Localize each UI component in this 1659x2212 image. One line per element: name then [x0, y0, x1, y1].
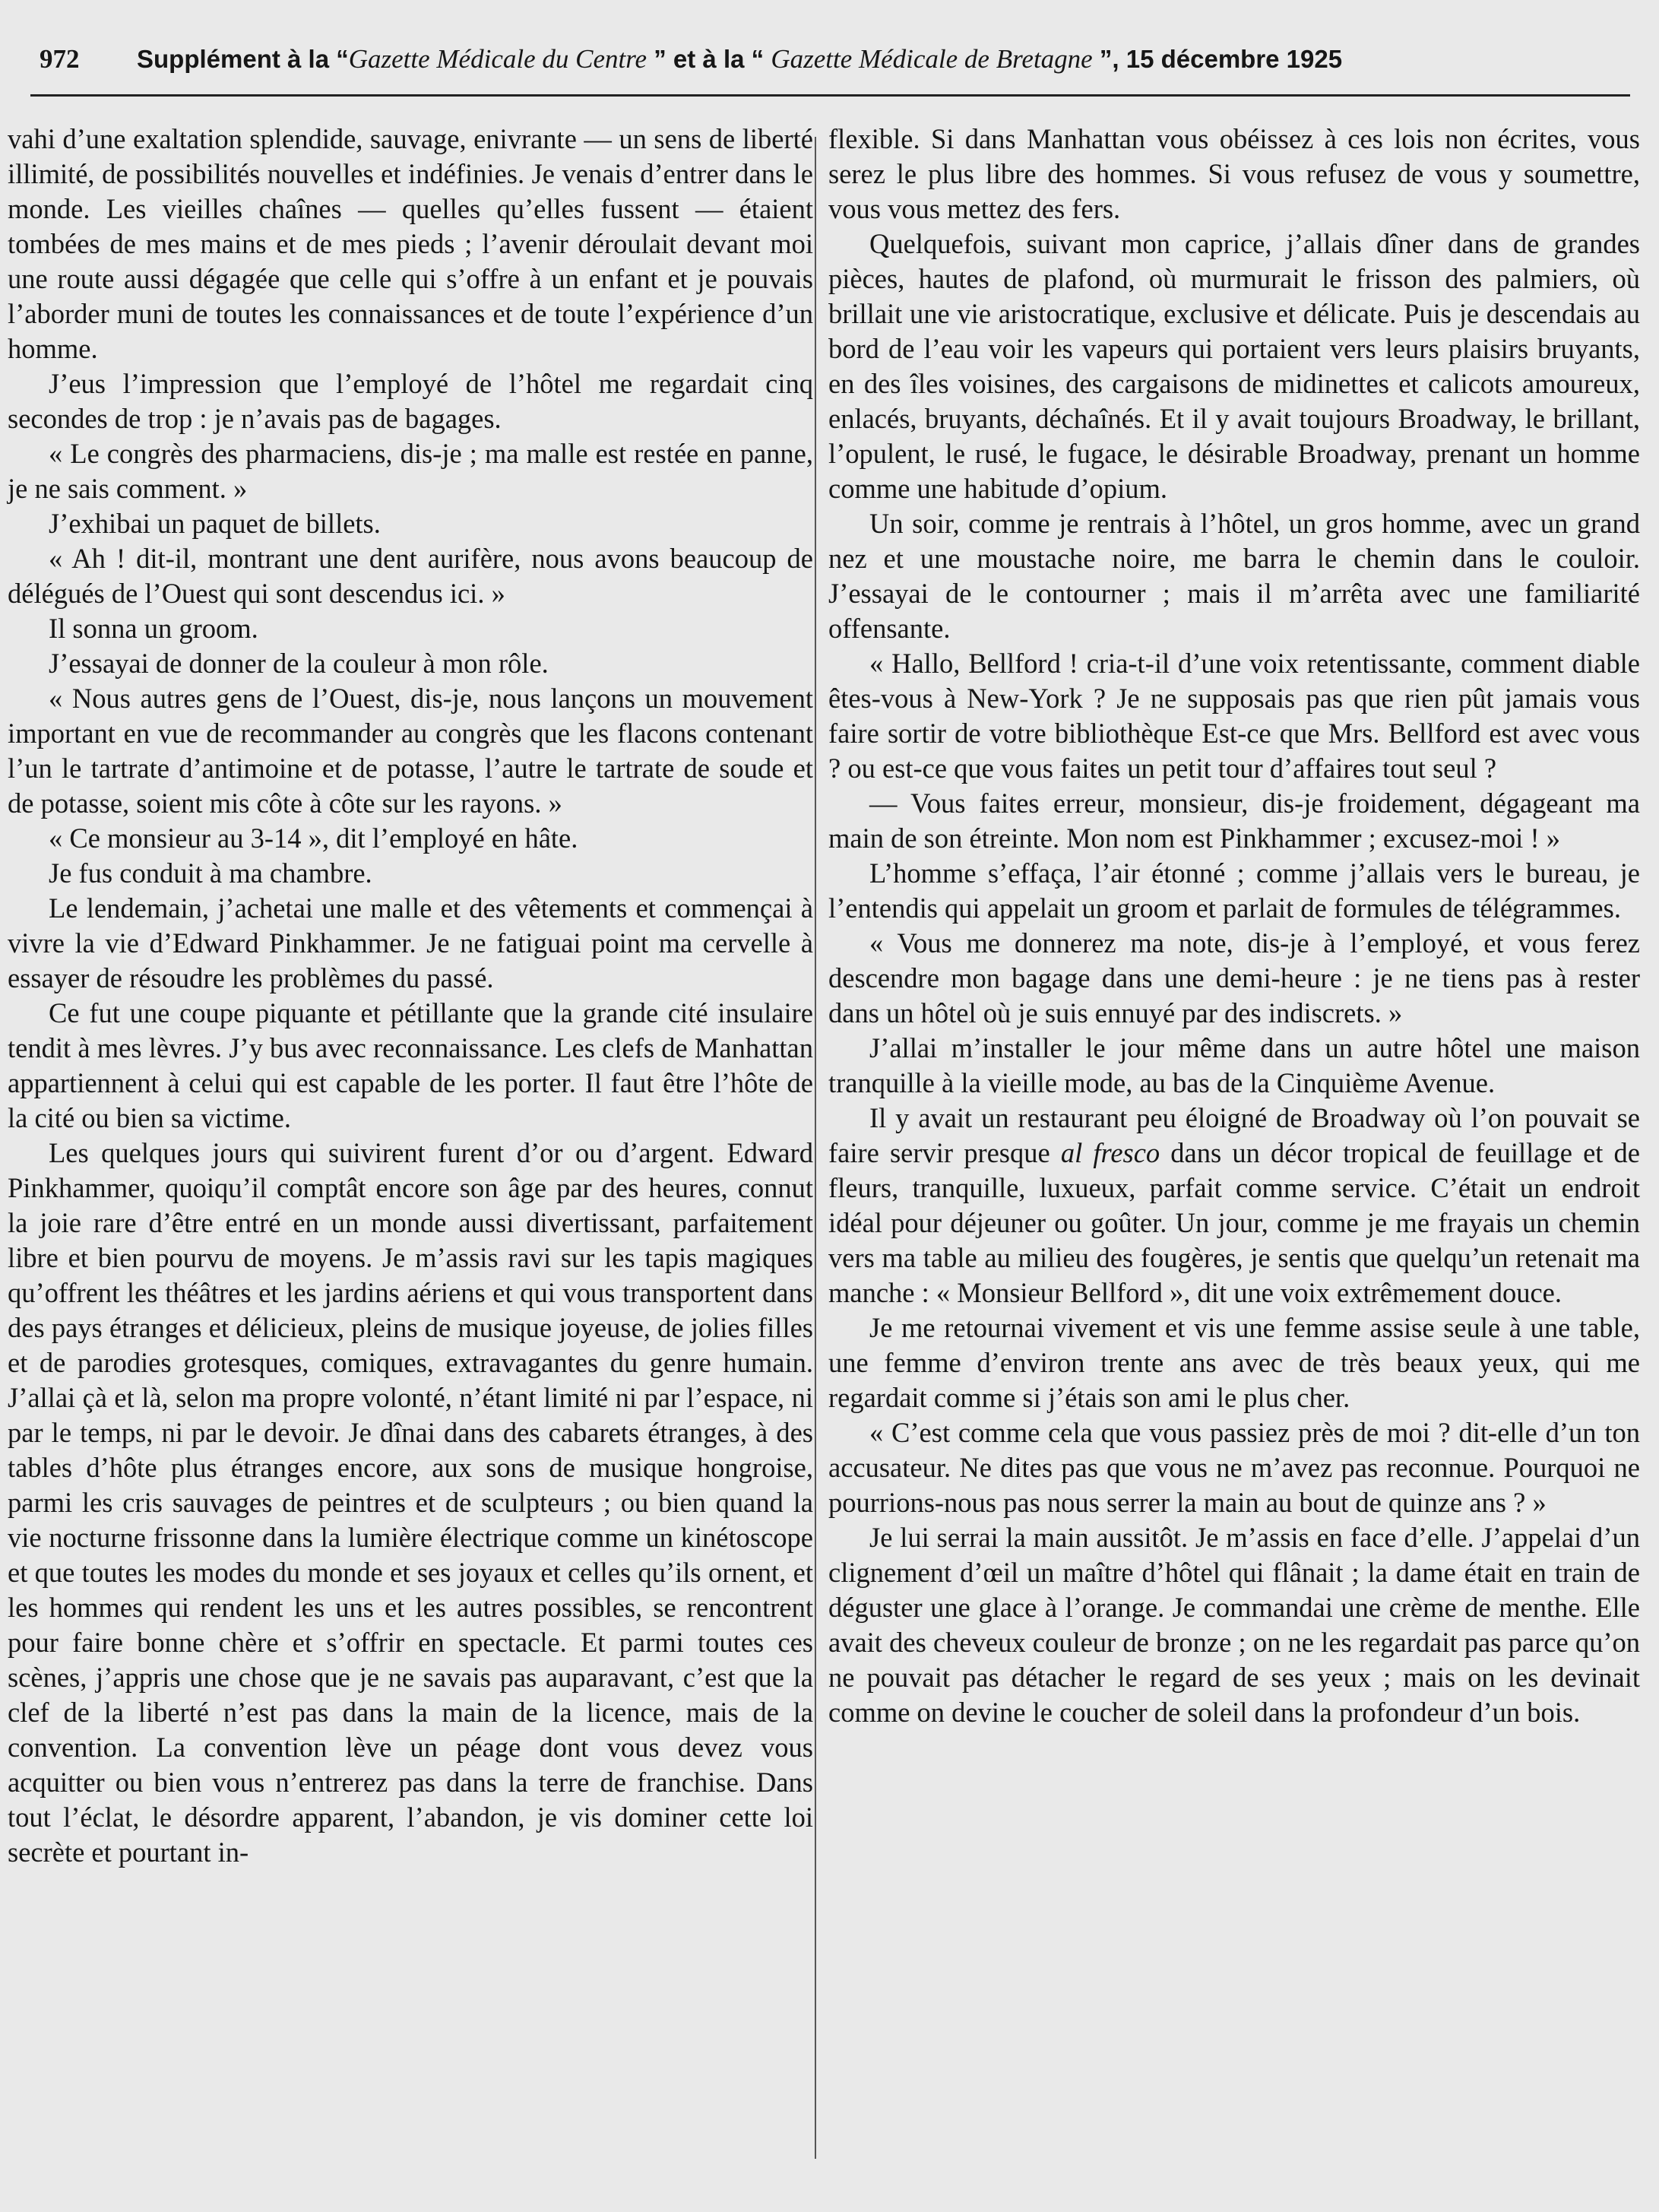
paragraph: « Ce monsieur au 3-14 », dit l’employé en hâte.: [49, 822, 578, 854]
paragraph: J’exhibai un paquet de billets.: [49, 508, 381, 539]
right-column: [828, 122, 1640, 1730]
header-title: Supplément à la “Gazette Médicale du Centre ” et à la “ Gazette Médicale de Bretagne ”, 15 décembre 1925: [137, 44, 1343, 74]
left-column: [8, 122, 813, 1870]
issue-date: ”, 15 décembre 1925: [1092, 45, 1343, 73]
column-divider: [815, 137, 816, 2159]
gazette-bretagne-title: Gazette Médicale de Bretagne: [771, 44, 1093, 74]
paragraph: « Hallo, Bellford ! cria-t-il d’une voix retentissante, comment diable êtes-vous à New-York ? Je ne supposais pas que rien pût jamais vous faire sortir de votre bibliothèque Est-ce que Mrs. Bellford est avec vous ? ou est-ce que vous faites un petit tour d’affaires tout seul ?: [828, 648, 1640, 784]
header-rule: [30, 94, 1630, 97]
paragraph: Je fus conduit à ma chambre.: [49, 857, 372, 889]
paragraph: « Ah ! dit-il, montrant une dent aurifère, nous avons beaucoup de délégués de l’Ouest qui sont descendus ici. »: [8, 543, 813, 609]
paragraph: « Le congrès des pharmaciens, dis-je ; ma malle est restée en panne, je ne sais comment. »: [8, 438, 813, 504]
gazette-centre-title: Gazette Médicale du Centre: [348, 44, 647, 74]
paragraph: J’eus l’impression que l’employé de l’hôtel me regardait cinq secondes de trop : je n’avais pas de bagages.: [8, 368, 813, 434]
running-header: [40, 40, 1620, 85]
paragraph: J’essayai de donner de la couleur à mon rôle.: [49, 648, 549, 679]
page-number: 972: [40, 44, 80, 74]
paragraph: Les quelques jours qui suivirent furent d’or ou d’argent. Edward Pinkhammer, quoiqu’il comptât encore son âge par des heures, connut la joie rare d’être entré en un monde aussi divertissant, parfaitement libre et bien pourvu de moyens. Je m’assis ravi sur les tapis magiques qu’offrent les théâtres et les jardins aériens et qui vous transportent dans des pays étranges et délicieux, pleins de musique joyeuse, de jolies filles et de parodies grotesques, comiques, extravagantes du genre humain. J’allai çà et là, selon ma propre volonté, n’étant limité ni par l’espace, ni par le temps, ni par le devoir. Je dînai dans des cabarets étranges, à des tables d’hôte plus étranges encore, aux sons de musique hongroise, parmi les cris sauvages de peintres et de sculpteurs ; ou bien quand la vie nocturne frissonne dans la lumière électrique comme un kinétoscope et que toutes les modes du monde et ses joyaux et celles qu’ils ornent, et les hommes qui rendent les uns et les autres possibles, se rencontrent pour faire bonne chère et s’offrir en spectacle. Et parmi toutes ces scènes, j’appris une chose que je ne savais pas auparavant, c’est que la clef de la liberté n’est pas dans la main de la licence, mais de la convention. La convention lève un péage dont vous devez vous acquitter ou bien vous n’entrerez pas dans la terre de franchise. Dans tout l’éclat, le désordre apparent, l’abandon, je vis dominer cette loi secrète et pourtant in-: [8, 1137, 813, 1868]
paragraph: « C’est comme cela que vous passiez près de moi ? dit-elle d’un ton accusateur. Ne dites pas que vous ne m’avez pas reconnue. Pourquoi ne pourrions-nous pas nous serrer la main au bout de quinze ans ? »: [828, 1417, 1640, 1518]
paragraph: Il y avait un restaurant peu éloigné de Broadway où l’on pouvait se faire servir presque al fresco dans un décor tropical de feuillage et de fleurs, tranquille, luxueux, parfait comme service. C’était un endroit idéal pour déjeuner ou goûter. Un jour, comme je me frayais un chemin vers ma table au milieu des fougères, je sentis que quelqu’un retenait ma manche : « Monsieur Bellford », dit une voix extrêmement douce.: [828, 1102, 1640, 1308]
paragraph: Le lendemain, j’achetai une malle et des vêtements et commençai à vivre la vie d’Edward Pinkhammer. Je ne fatiguai point ma cervelle à essayer de résoudre les problèmes du passé.: [8, 892, 813, 993]
paragraph: vahi d’une exaltation splendide, sauvage, enivrante — un sens de liberté illimité, de possibilités nouvelles et indéfinies. Je venais d’entrer dans le monde. Les vieilles chaînes — quelles qu’elles fussent — étaient tombées de mes mains et de mes pieds ; l’avenir déroulait devant moi une route aussi dégagée que celle qui s’offre à un enfant et je pouvais l’aborder muni de toutes les connaissances et de toute l’expérience d’un homme.: [8, 123, 813, 364]
paragraph: Un soir, comme je rentrais à l’hôtel, un gros homme, avec un grand nez et une moustache noire, me barra le chemin dans le couloir. J’essayai de le contourner ; mais il m’arrêta avec une familiarité offensante.: [828, 508, 1640, 644]
paragraph: J’allai m’installer le jour même dans un autre hôtel une maison tranquille à la vieille mode, au bas de la Cinquième Avenue.: [828, 1032, 1640, 1098]
paragraph: — Vous faites erreur, monsieur, dis-je froidement, dégageant ma main de son étreinte. Mon nom est Pinkhammer ; excusez-moi ! »: [828, 788, 1640, 854]
paragraph: flexible. Si dans Manhattan vous obéissez à ces lois non écrites, vous serez le plus libre des hommes. Si vous refusez de vous y soumettre, vous vous mettez des fers.: [828, 123, 1640, 224]
paragraph: Je me retournai vivement et vis une femme assise seule à une table, une femme d’environ trente ans avec de très beaux yeux, qui me regardait comme si j’étais son ami le plus cher.: [828, 1312, 1640, 1413]
paragraph: Quelquefois, suivant mon caprice, j’allais dîner dans de grandes pièces, hautes de plafond, où murmurait le frisson des palmiers, où brillait une vie aristocratique, exclusive et délicate. Puis je descendais au bord de l’eau voir les vapeurs qui portaient vers leurs plaisirs bruyants, en des îles voisines, des cargaisons de midinettes et calicots amoureux, enlacés, bruyants, déchaînés. Et il y avait toujours Broadway, le brillant, l’opulent, le rusé, le fugace, le désirable Broadway, prenant un homme comme une habitude d’opium.: [828, 228, 1640, 504]
paragraph: « Vous me donnerez ma note, dis-je à l’employé, et vous ferez descendre mon bagage dans une demi-heure : je ne tiens pas à rester dans un hôtel où je suis ennuyé par des indiscrets. »: [828, 927, 1640, 1028]
paragraph: Il sonna un groom.: [49, 613, 258, 644]
paragraph: L’homme s’effaça, l’air étonné ; comme j’allais vers le bureau, je l’entendis qui appelait un groom et parlait de formules de télégrammes.: [828, 857, 1640, 924]
paragraph: Ce fut une coupe piquante et pétillante que la grande cité insulaire tendit à mes lèvres. J’y bus avec reconnaissance. Les clefs de Manhattan appartiennent à celui qui est capable de les porter. Il faut être l’hôte de la cité ou bien sa victime.: [8, 997, 813, 1133]
italic-phrase: al fresco: [1060, 1137, 1160, 1168]
paragraph: Je lui serrai la main aussitôt. Je m’assis en face d’elle. J’appelai d’un clignement d’œil un maître d’hôtel qui flânait ; la dame était en train de déguster une glace à l’orange. Je commandai une crème de menthe. Elle avait des cheveux couleur de bronze ; on ne les regardait pas parce qu’on ne pouvait pas détacher le regard de ses yeux ; mais on les devinait comme on devine le coucher de soleil dans la profondeur d’un bois.: [828, 1522, 1640, 1728]
paragraph: « Nous autres gens de l’Ouest, dis-je, nous lançons un mouvement important en vue de recommander au congrès que les flacons contenant l’un le tartrate d’antimoine et de potasse, l’autre le tartrate de soude et de potasse, soient mis côte à côte sur les rayons. »: [8, 683, 813, 819]
